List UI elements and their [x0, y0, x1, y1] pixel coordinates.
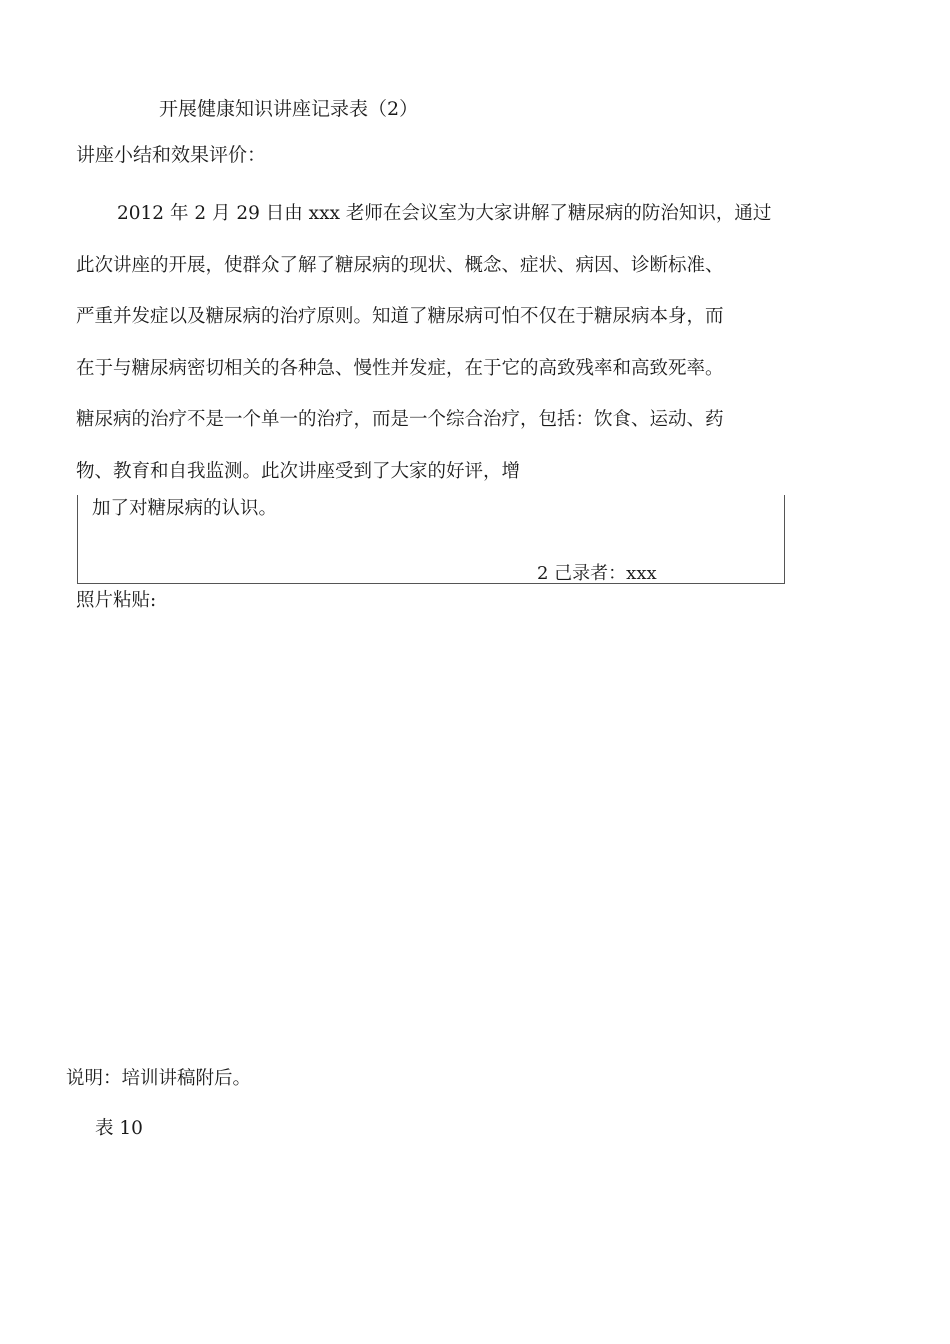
summary-line: 在于与糖尿病密切相关的各种急、慢性并发症，在于它的高致残率和高致死率。	[76, 357, 724, 379]
summary-paragraph	[76, 188, 816, 497]
recorder-signature: 2 己录者：xxx	[537, 563, 657, 584]
summary-line: 物、教育和自我监测。此次讲座受到了大家的好评，增	[76, 460, 521, 482]
summary-line: 此次讲座的开展，使群众了解了糖尿病的现状、概念、症状、病因、诊断标准、	[76, 254, 724, 276]
table-number: 表 10	[95, 1118, 143, 1139]
photo-area	[76, 620, 782, 1040]
note: 说明：培训讲稿附后。	[66, 1068, 252, 1089]
section-label-summary: 讲座小结和效果评价：	[76, 144, 267, 166]
summary-line: 2012 年 2 月 29 日由 xxx 老师在会议室为大家讲解了糖尿病的防治知识，通过	[117, 203, 772, 224]
summary-box	[77, 495, 785, 584]
summary-line: 糖尿病的治疗不是一个单一的治疗，而是一个综合治疗，包括：饮食、运动、药	[76, 409, 724, 430]
page-title: 开展健康知识讲座记录表（2）	[159, 98, 419, 120]
photo-label: 照片粘贴:	[76, 590, 157, 611]
summary-line: 严重并发症以及糖尿病的治疗原则。知道了糖尿病可怕不仅在于糖尿病本身，而	[76, 306, 724, 327]
summary-continuation: 加了对糖尿病的认识。	[92, 498, 278, 519]
